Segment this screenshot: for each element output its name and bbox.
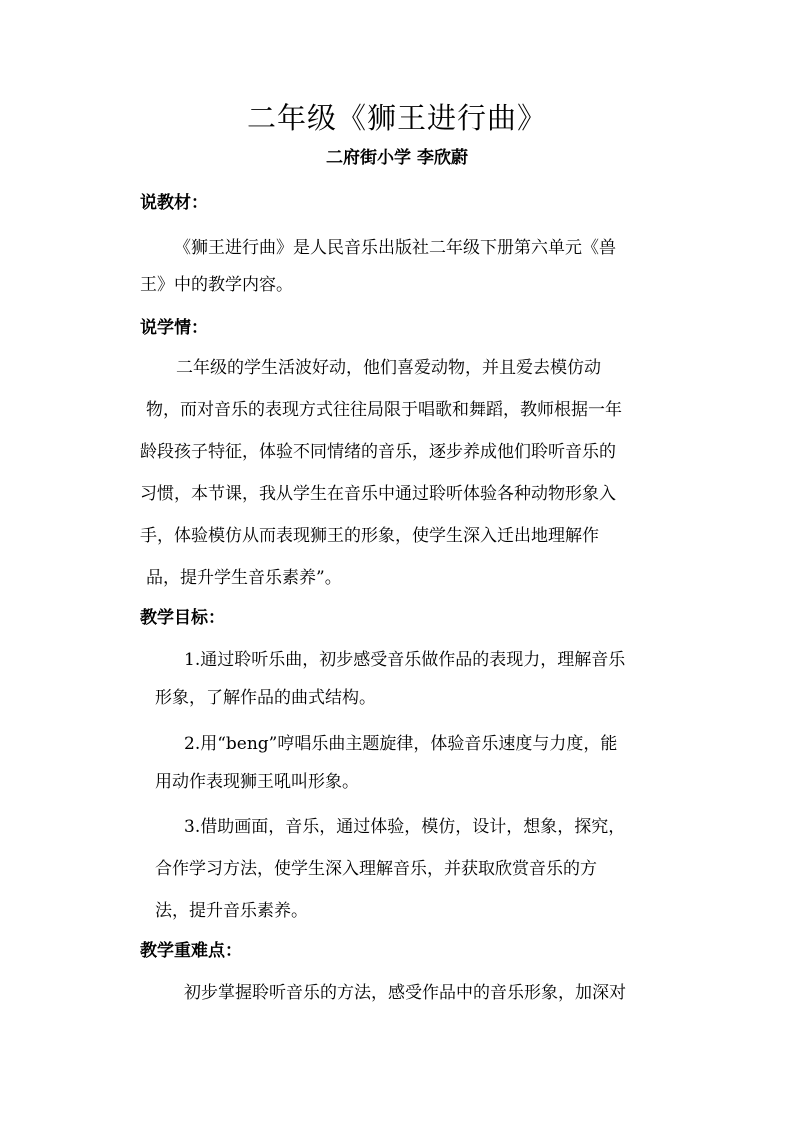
paragraph-line: 手，体验模仿从而表现狮王的形象，使学生深入迁出地理解作	[140, 526, 599, 546]
paragraph-line: 用动作表现狮王吼叫形象。	[155, 772, 359, 792]
paragraph-line: 1.通过聆听乐曲，初步感受音乐做作品的表现力，理解音乐	[184, 650, 626, 670]
section-heading-key-points: 教学重难点：	[140, 941, 242, 961]
section-heading-objectives: 教学目标：	[140, 608, 225, 628]
paragraph-line: 二年级的学生活波好动，他们喜爱动物，并且爱去模仿动	[176, 358, 601, 378]
paragraph-line: 王》中的教学内容。	[140, 275, 293, 295]
paragraph-line: 龄段孩子特征，体验不同情绪的音乐，逐步养成他们聆听音乐的	[140, 442, 616, 462]
paragraph-line: 法，提升音乐素养。	[155, 901, 308, 921]
author-line: 二府街小学 李欣蔚	[326, 148, 468, 168]
section-heading-textbook: 说教材：	[140, 193, 208, 213]
paragraph-line: 2.用“beng”哼唱乐曲主题旋律，体验音乐速度与力度，能	[184, 734, 618, 754]
paragraph-line: 习惯，本节课，我从学生在音乐中通过聆听体验各种动物形象入	[140, 484, 616, 504]
paragraph-line: 《狮王进行曲》是人民音乐出版社二年级下册第六单元《兽	[174, 238, 616, 258]
paragraph-line: 初步掌握聆听音乐的方法，感受作品中的音乐形象，加深对	[184, 983, 626, 1003]
paragraph-line: 形象，了解作品的曲式结构。	[155, 688, 376, 708]
paragraph-line: 合作学习方法，使学生深入理解音乐，并获取欣赏音乐的方	[155, 859, 597, 879]
paragraph-line: 3.借助画面，音乐，通过体验，模仿，设计，想象，探究，	[184, 817, 626, 837]
section-heading-students: 说学情：	[140, 318, 208, 338]
document-title: 二年级《狮王进行曲》	[246, 101, 547, 135]
paragraph-line: 品，提升学生音乐素养”。	[146, 568, 342, 588]
paragraph-line: 物，而对音乐的表现方式往往局限于唱歌和舞蹈，教师根据一年	[146, 400, 622, 420]
